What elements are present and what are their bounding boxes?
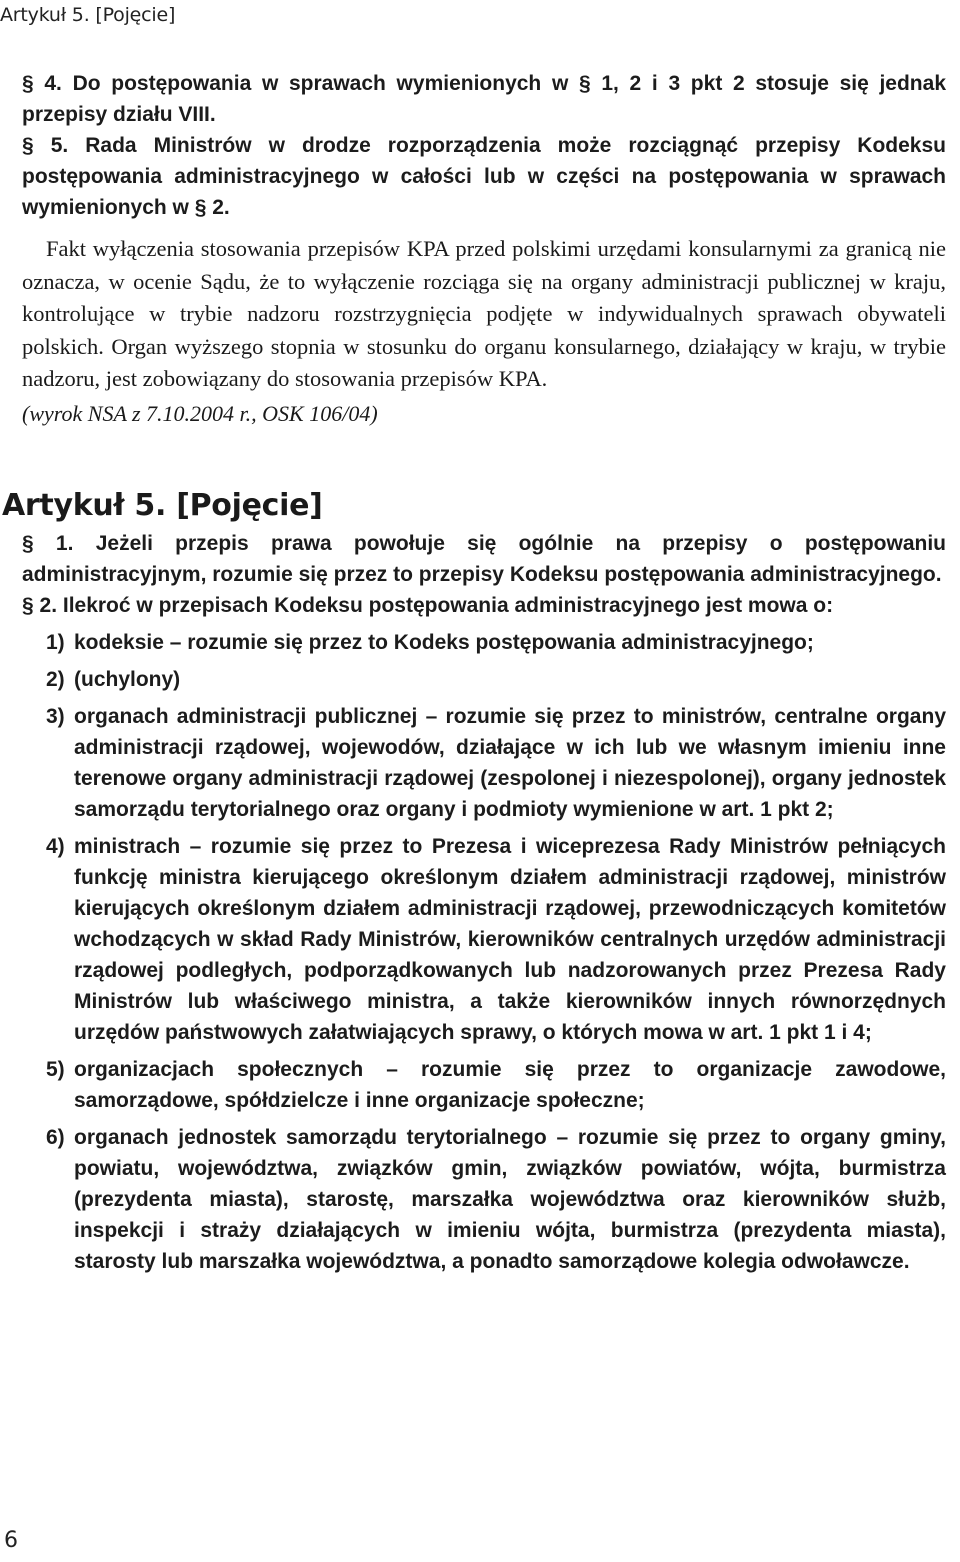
- item-number: 2): [46, 667, 65, 691]
- item-text: (uchylony): [74, 667, 181, 691]
- article-heading: Artykuł 5. [Pojęcie]: [2, 487, 323, 523]
- item-number: 5): [46, 1057, 65, 1081]
- definition-item: [22, 627, 946, 658]
- definition-item: [22, 831, 946, 1048]
- item-number: 1): [46, 630, 65, 654]
- definition-item: [22, 701, 946, 825]
- page-number: 6: [4, 1528, 18, 1553]
- item-number: 4): [46, 834, 65, 858]
- commentary-text: Fakt wyłączenia stosowania przepisów KPA przed polskimi urzędami konsularnymi za granicą nie oznacza, w ocenie Sądu, że to wyłączenie rozciąga się na organy administracji publicznej w kraju, kontrolujące w trybie nadzoru rozstrzygnięcia podjęte w indywidualnych sprawach obywateli polskich. Organ wyższego stopnia w stosunku do organu konsularnego, działający w kraju, w trybie nadzoru, jest zobowiązany do stosowania przepisów KPA.: [22, 236, 946, 391]
- item-text: organach jednostek samorządu terytorialnego – rozumie się przez to organy gminy, powiatu, województwa, związków gmin, związków powiatów, wójta, burmistrza (prezydenta miasta), starostę, marszałka województwa oraz kierowników służb, inspekcji i straży działających w imieniu wójta, burmistrza (prezydenta miasta), starosty lub marszałka województwa, a ponadto samorządowe kolegia odwoławcze.: [74, 1125, 946, 1273]
- court-citation: (wyrok NSA z 7.10.2004 r., OSK 106/04): [22, 400, 378, 426]
- item-text: organizacjach społecznych – rozumie się przez to organizacje zawodowe, samorządowe, spółdzielcze i inne organizacje społeczne;: [74, 1057, 946, 1112]
- article-paragraph-1: § 1. Jeżeli przepis prawa powołuje się ogólnie na przepisy o postępowaniu administracyjnym, rozumie się przez to przepisy Kodeksu postępowania administracyjnego.: [22, 531, 946, 586]
- page-content: [2, 68, 946, 1277]
- item-text: organach administracji publicznej – rozumie się przez to ministrów, centralne organy administracji rządowej, wojewodów, działające w ich lub we własnym imieniu inne terenowe organy administracji rządowej (zespolonej i niezespolonej), organy jednostek samorządu terytorialnego oraz organy i podmioty wymienione w art. 1 pkt 2;: [74, 704, 946, 821]
- item-text: ministrach – rozumie się przez to Prezesa i wiceprezesa Rady Ministrów pełniących funkcję ministra kierującego określonym działem administracji rządowej, ministrów kierujących określonym działem administracji rządowej, przewodniczących komitetów wchodzących w skład Rady Ministrów, kierowników centralnych urzędów administracji rządowej podległych, podporządkowanych lub nadzorowanych przez Prezesa Rady Ministrów lub właściwego ministra, a także kierowników innych równorzędnych urzędów państwowych załatwiających sprawy, o których mowa w art. 1 pkt 1 i 4;: [74, 834, 946, 1044]
- running-header: Artykuł 5. [Pojęcie]: [0, 4, 176, 26]
- paragraph-4: § 4. Do postępowania w sprawach wymienionych w § 1, 2 i 3 pkt 2 stosuje się jednak przepisy działu VIII.: [22, 72, 946, 126]
- item-number: 6): [46, 1125, 65, 1149]
- paragraph-5: § 5. Rada Ministrów w drodze rozporządzenia może rozciągnąć przepisy Kodeksu postępowania administracyjnego w całości lub w części na postępowania w sprawach wymienionych w § 2.: [22, 134, 946, 219]
- definition-item: [22, 1054, 946, 1116]
- definition-item: [22, 664, 946, 695]
- item-number: 3): [46, 704, 65, 728]
- article-paragraph-2-intro: § 2. Ilekroć w przepisach Kodeksu postępowania administracyjnego jest mowa o:: [22, 593, 834, 617]
- item-text: kodeksie – rozumie się przez to Kodeks postępowania administracyjnego;: [74, 630, 814, 654]
- definition-item: [22, 1122, 946, 1277]
